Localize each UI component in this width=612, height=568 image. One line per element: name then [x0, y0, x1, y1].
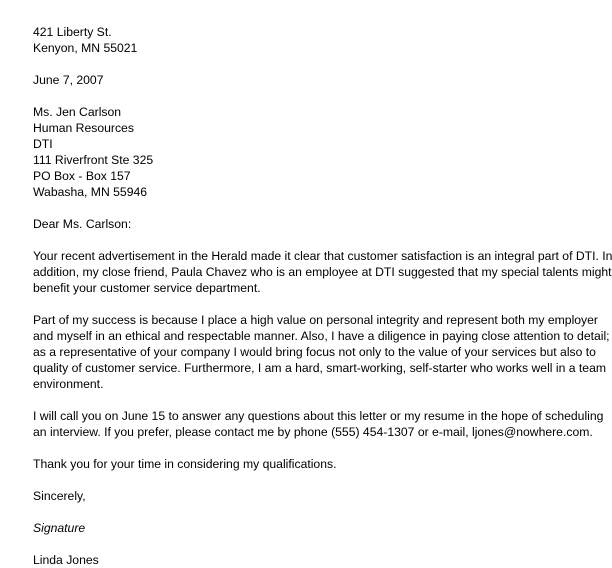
paragraph-line: Your recent advertisement in the Herald made it clear that customer satisfaction is an integral part of DTI. In — [33, 249, 612, 263]
paragraph-line: an interview. If you prefer, please contact me by phone (555) 454-1307 or e-mail, ljones@nowhere.com. — [33, 425, 593, 439]
paragraph-line: as a representative of your company I would bring focus not only to the value of your services but also to — [33, 345, 596, 359]
body-paragraph-3 — [33, 408, 604, 440]
paragraph-line: I will call you on June 15 to answer any questions about this letter or my resume in the hope of scheduling — [33, 409, 604, 423]
sender-address — [33, 24, 522, 56]
body-paragraph-4: Thank you for your time in considering my qualifications. — [33, 457, 337, 471]
recipient-company: DTI — [33, 137, 53, 151]
salutation: Dear Ms. Carlson: — [33, 217, 132, 231]
sender-street: 421 Liberty St. — [33, 25, 112, 39]
sender-city-state-zip: Kenyon, MN 55021 — [33, 41, 138, 55]
paragraph-line: addition, my close friend, Paula Chavez who is an employee at DTI suggested that my special talents might — [33, 265, 612, 279]
paragraph-line: and myself in an ethical and respectable manner. Also, I have a diligence in paying close attention to detail; — [33, 329, 610, 343]
body-paragraph-1 — [33, 248, 612, 296]
recipient-city-state-zip: Wabasha, MN 55946 — [33, 185, 148, 199]
closing: Sincerely, — [33, 489, 86, 503]
paragraph-line: environment. — [33, 377, 104, 391]
signer-name: Linda Jones — [33, 553, 99, 567]
paragraph-line: benefit your customer service department. — [33, 281, 261, 295]
body-paragraph-2 — [33, 312, 610, 392]
paragraph-line: quality of customer service. Furthermore, I am a hard, smart-working, self-starter who works well in a team — [33, 361, 606, 375]
signature: Signature — [33, 521, 86, 535]
recipient-department: Human Resources — [33, 121, 134, 135]
recipient-name: Ms. Jen Carlson — [33, 105, 122, 119]
recipient-address — [33, 104, 522, 200]
recipient-address-line-2: PO Box - Box 157 — [33, 169, 131, 183]
recipient-address-line-1: 111 Riverfront Ste 325 — [33, 153, 154, 167]
letter-date: June 7, 2007 — [33, 73, 104, 87]
paragraph-line: Part of my success is because I place a high value on personal integrity and represent both my employer — [33, 313, 598, 327]
